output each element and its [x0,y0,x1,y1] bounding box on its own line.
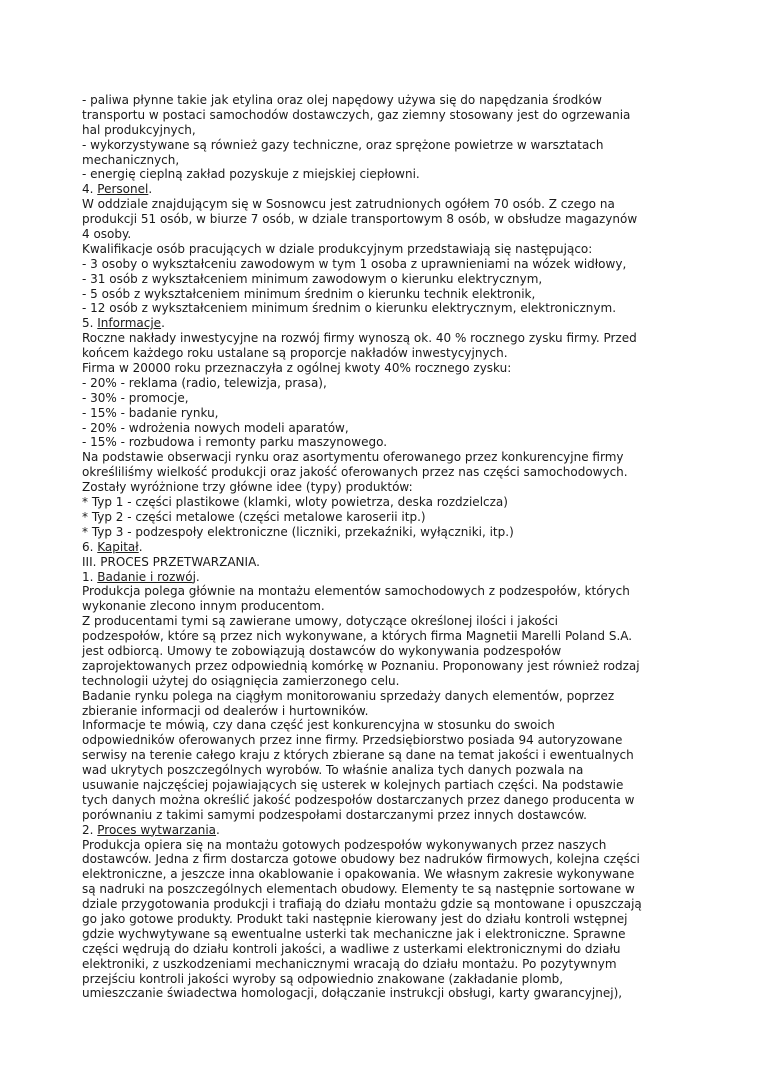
text-line: dostawców. Jedna z firm dostarcza gotowe obudowy bez nadruków firmowych, kolejna części [82,852,640,867]
text-line: * Typ 2 - części metalowe (części metalowe karoserii itp.) [82,509,426,524]
text-line: - 15% - rozbudowa i remonty parku maszynowego. [82,435,388,450]
section-heading-title: Proces wytwarzania [97,822,217,837]
section-heading-title: Informacje [97,316,162,331]
text-line: zbieranie informacji od dealerów i hurtowników. [82,703,369,718]
text-line: Informacje te mówią, czy dana część jest konkurencyjna w stosunku do swoich [82,718,555,733]
section-heading-prefix: 5. [82,316,98,331]
section-heading [82,823,702,838]
section-heading-prefix: 1. [82,569,98,584]
section-heading-suffix: . [148,182,153,197]
section-heading-suffix: . [195,569,200,584]
text-line: określiliśmy wielkość produkcji oraz jakość oferowanych przez nas części samochodowych. [82,465,628,480]
text-line: * Typ 3 - podzespoły elektroniczne (liczniki, przekaźniki, wyłączniki, itp.) [82,524,514,539]
section-heading-title: Personel [97,182,149,197]
text-line: tych danych można określić jakość podzespołów dostarczanych przez danego producenta w [82,792,635,807]
text-line: wykonanie zlecono innym producentom. [82,599,325,614]
text-line: Produkcja polega głównie na montażu elementów samochodowych z podzespołów, których [82,584,630,599]
text-line: 4 osoby. [82,227,132,242]
text-line: serwisy na terenie całego kraju z których zbierane są dane na temat jakości i ewentualnych [82,748,634,763]
text-line: - 15% - badanie rynku, [82,405,219,420]
text-line: gdzie wychwytywane są ewentualne usterki tak mechaniczne jak i elektroniczne. Sprawne [82,926,626,941]
text-line: elektroniczne, a jeszcze inna okablowanie i opakowania. We własnym zakresie wykonywane [82,867,635,882]
text-line: części wędrują do działu kontroli jakości, a wadliwe z usterkami elektronicznymi do działu [82,941,621,956]
section-heading-suffix: . [138,539,143,554]
section-heading-prefix: 6. [82,539,98,554]
text-line: Z producentami tymi są zawierane umowy, dotyczące określonej ilości i jakości [82,614,558,629]
section-heading [82,540,702,555]
text-line: zaprojektowanych przez odpowiednią komórkę w Poznaniu. Proponowany jest również rodzaj [82,658,640,673]
text-line: Firma w 20000 roku przeznaczyła z ogólnej kwoty 40% rocznego zysku: [82,361,512,376]
text-line: jest odbiorcą. Umowy te zobowiązują dostawców do wykonywania podzespołów [82,643,562,658]
text-line: produkcji 51 osób, w biurze 7 osób, w dziale transportowym 8 osób, w obsłudze magazynów [82,212,638,227]
text-line: są nadruki na poszczególnych elementach obudowy. Elementy te są następnie sortowane w [82,882,635,897]
text-line: porównaniu z takimi samymi podzespołami dostarczanymi przez innych dostawców. [82,807,587,822]
section-heading-suffix: . [216,822,220,837]
section-heading [82,316,702,331]
text-line: go jako gotowe produkty. Produkt taki następnie kierowany jest do działu kontroli wstępnej [82,911,628,926]
text-line: - paliwa płynne takie jak etylina oraz olej napędowy używa się do napędzania środków [82,93,602,107]
section-heading-title: Kapitał [97,539,139,554]
text-line: mechanicznych, [82,152,180,167]
text-line: technologii użytej do osiągnięcia zamierzonego celu. [82,673,400,688]
text-line: transportu w postaci samochodów dostawczych, gaz ziemny stosowany jest do ogrzewania [82,107,631,122]
text-line: elektroniki, z uszkodzeniami mechanicznymi wracają do działu montażu. Po pozytywnym [82,956,617,971]
text-line: * Typ 1 - części plastikowe (klamki, wloty powietrza, deska rozdzielcza) [82,495,508,510]
text-line: Badanie rynku polega na ciągłym monitorowaniu sprzedaży danych elementów, poprzez [82,688,615,703]
section-heading-prefix: 2. [82,822,98,837]
text-line: Na podstawie obserwacji rynku oraz asortymentu oferowanego przez konkurencyjne firmy [82,450,624,465]
text-line: - 12 osób z wykształceniem minimum średnim o kierunku elektrycznym, elektronicznym. [82,301,617,316]
text-line: przejściu kontroli jakości wyroby są odpowiednio znakowane (zakładanie plomb, [82,971,564,986]
section-heading-prefix: 4. [82,182,98,197]
text-line: Kwalifikacje osób pracujących w dziale produkcyjnym przedstawiają się następująco: [82,241,593,256]
text-line: Zostały wyróżnione trzy główne idee (typy) produktów: [82,480,413,495]
text-line: - 3 osoby o wykształceniu zawodowym w tym 1 osoba z uprawnieniami na wózek widłowy, [82,256,627,271]
text-line: Roczne nakłady inwestycyjne na rozwój firmy wynoszą ok. 40 % rocznego zysku firmy. Przed [82,331,637,346]
text-line: - 30% - promocje, [82,390,189,405]
section-heading-title: Badanie i rozwój [97,569,196,584]
text-line: - energię cieplną zakład pozyskuje z miejskiej ciepłowni. [82,167,420,182]
text-line: końcem każdego roku ustalane są proporcje nakładów inwestycyjnych. [82,346,508,361]
text-line: - 20% - reklama (radio, telewizja, prasa), [82,375,327,390]
text-line: umieszczanie świadectwa homologacji, dołączanie instrukcji obsługi, karty gwarancyjnej), [82,986,623,1001]
text-line: - wykorzystywane są również gazy techniczne, oraz sprężone powietrze w warsztatach [82,137,604,152]
text-line: hal produkcyjnych, [82,122,196,137]
text-line: Produkcja opiera się na montażu gotowych podzespołów wykonywanych przez naszych [82,837,607,852]
section-heading [82,182,702,197]
section-heading-suffix: . [161,316,165,331]
text-line: - 5 osób z wykształceniem minimum średnim o kierunku technik elektronik, [82,286,536,301]
text-line: wad ukrytych poszczególnych wyrobów. To właśnie analiza tych danych pozwala na [82,763,584,778]
text-line: usuwanie najczęściej pojawiających się usterek w kolejnych partiach części. Na podstawie [82,777,624,792]
text-line: dziale przygotowania produkcji i trafiają do działu montażu gdzie są montowane i opuszczają [82,897,642,912]
document-page [82,93,702,1001]
text-line: odpowiedników oferowanych przez inne firmy. Przedsiębiorstwo posiada 94 autoryzowane [82,733,623,748]
text-line: III. PROCES PRZETWARZANIA. [82,554,260,569]
text-line: podzespołów, które są przez nich wykonywane, a których firma Magnetii Marelli Poland S.A. [82,629,633,644]
text-line: - 20% - wdrożenia nowych modeli aparatów, [82,420,349,435]
text-line: W oddziale znajdującym się w Sosnowcu jest zatrudnionych ogółem 70 osób. Z czego na [82,197,615,212]
section-heading [82,570,702,585]
text-line: - 31 osób z wykształceniem minimum zawodowym o kierunku elektrycznym, [82,271,543,286]
